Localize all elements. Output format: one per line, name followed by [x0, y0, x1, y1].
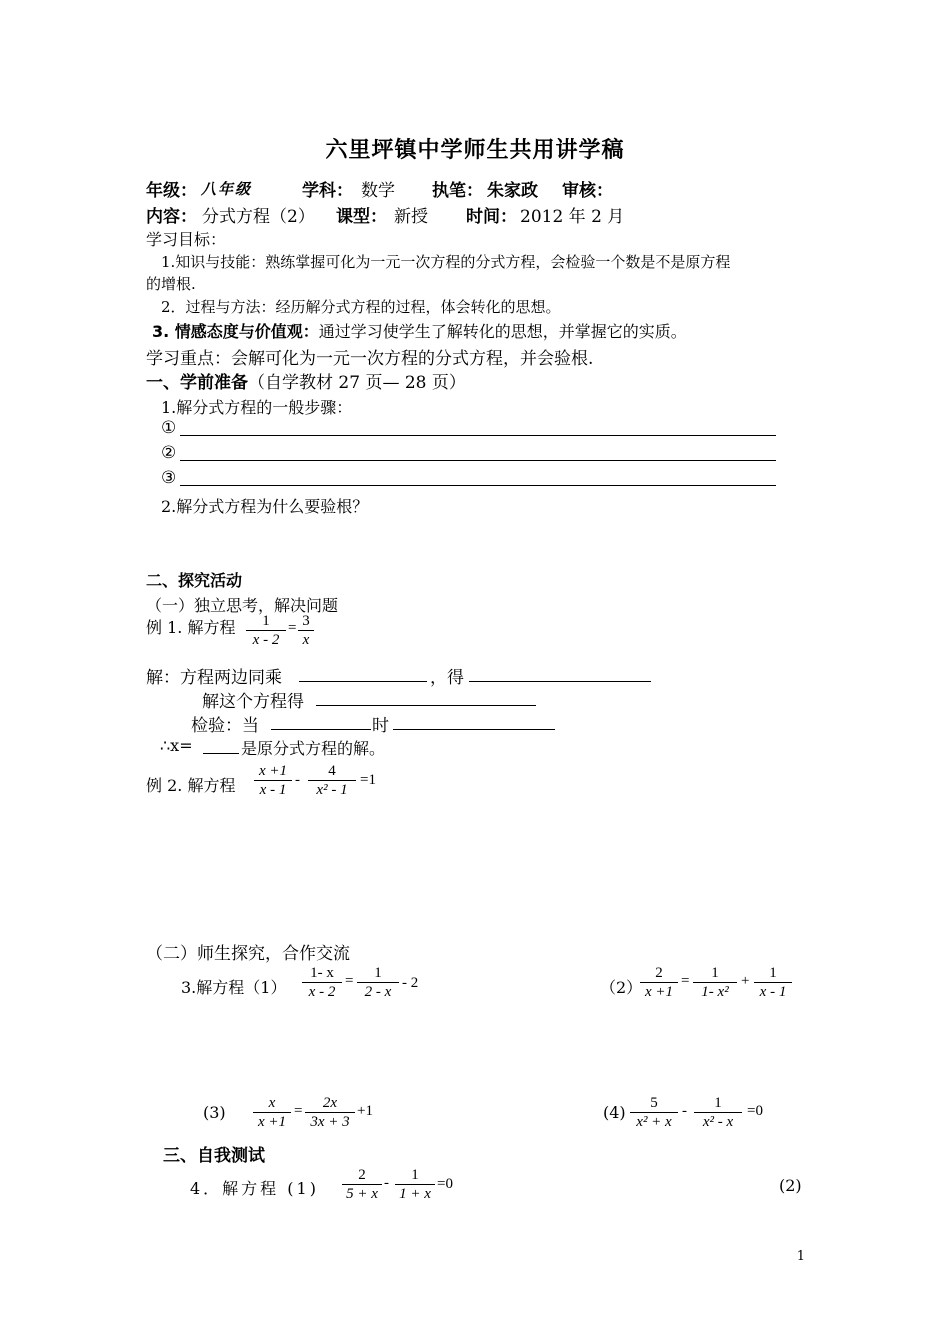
result-blank[interactable]: [469, 681, 651, 682]
example-1-equals: =: [288, 620, 297, 636]
solution-solve-text: 解这个方程得: [202, 692, 304, 712]
type-value: 新授: [394, 207, 428, 227]
problem-3-4-label: (4): [603, 1103, 626, 1122]
problem-3-1-fraction-right: $\frac{1}{2 - x}$: [357, 964, 399, 1001]
author-value: 朱家政: [487, 181, 538, 201]
goal-1-line-2: 的增根.: [146, 275, 196, 293]
problem-3-3-label: (3): [203, 1103, 226, 1122]
check-result-blank[interactable]: [393, 729, 555, 730]
problem-3-label: 3.解方程（1）: [181, 978, 287, 997]
grade-value: 八年级: [201, 180, 253, 198]
problem-3-1-fraction-left: $\frac{1- x}{x - 2}$: [302, 964, 342, 1001]
page-title: 六里坪镇中学师生共用讲学稿: [325, 138, 625, 163]
problem-3-2-fraction-2: $\frac{1}{\text{1- x²}}$: [693, 964, 737, 1001]
problem-3-2-plus: +: [741, 973, 750, 989]
problem-3-3-fraction-2: $\frac{2x}{3x + 3}$: [305, 1094, 355, 1131]
learning-focus: 学习重点：会解可化为一元一次方程的分式方程，并会验根.: [146, 349, 594, 369]
author-label: 执笔：: [432, 181, 483, 201]
section-1-pages: （自学教材 27 页— 28 页）: [248, 373, 466, 393]
problem-3-2-fraction-3: $\frac{1}{x - 1}$: [754, 964, 792, 1001]
check-when-text: 检验：当: [191, 716, 259, 736]
example-2-fraction-1: $\frac{x +1}{x - 1}$: [254, 762, 292, 799]
review-label: 审核：: [562, 181, 613, 201]
problem-3-2-fraction-1: $\frac{2}{x +1}$: [640, 964, 678, 1001]
goal-3-text: 通过学习使学生了解转化的思想，并掌握它的实质。: [318, 322, 687, 341]
subject-label: 学科：: [302, 181, 353, 201]
problem-3-2-label: （2）: [600, 978, 643, 997]
problem-3-1-equals: =: [345, 973, 354, 989]
step-1-marker: ①: [161, 418, 177, 438]
example-1-fraction-right: $\frac{3}{x}$: [298, 612, 314, 649]
problem-3-4-rhs: =0: [747, 1103, 763, 1119]
goal-3-label: 3. 情感态度与价值观：: [152, 322, 319, 341]
section-2-heading: 二、探究活动: [146, 571, 243, 590]
goal-2: 2．过程与方法：经历解分式方程的过程，体会转化的思想。: [161, 298, 561, 316]
problem-3-4-fraction-2: $\frac{1}{\text{x² - x}}$: [694, 1094, 742, 1131]
problem-3-4-minus: -: [682, 1103, 687, 1119]
solve-blank[interactable]: [316, 705, 536, 706]
therefore-x-text: ∴x=: [160, 736, 193, 755]
problem-4-1-minus: -: [384, 1175, 389, 1191]
example-2-rhs: =1: [360, 772, 376, 788]
problem-4-1-fraction-1: $\frac{2}{5 + x}$: [342, 1166, 382, 1203]
example-1-fraction-left: $\frac{1}{x - 2}$: [246, 612, 286, 649]
problem-3-3-equals: =: [294, 1103, 303, 1119]
step-3-marker: ③: [161, 468, 177, 488]
step-3-blank[interactable]: [180, 485, 776, 486]
question-why-check: 2.解分式方程为什么要验根？: [161, 497, 369, 516]
grade-label: 年级：: [146, 181, 197, 201]
step-2-marker: ②: [161, 443, 177, 463]
root-conclusion-text: 是原分式方程的解。: [241, 739, 386, 758]
root-blank[interactable]: [203, 753, 239, 754]
problem-4-1-rhs: =0: [437, 1176, 453, 1192]
example-2-label: 例 2. 解方程: [146, 776, 236, 795]
page-number: 1: [796, 1249, 805, 1264]
type-label: 课型：: [336, 207, 387, 227]
step-1-blank[interactable]: [180, 435, 776, 436]
solution-multiply-text: 解：方程两边同乘: [146, 668, 282, 688]
subject-value: 数学: [361, 181, 395, 201]
content-label: 内容：: [146, 207, 197, 227]
problem-3-1-tail: - 2: [402, 975, 419, 991]
problem-3-3-tail: +1: [357, 1103, 373, 1119]
subsection-collaborative: （二）师生探究，合作交流: [146, 944, 350, 964]
goals-heading: 学习目标：: [146, 230, 227, 249]
problem-3-3-fraction-1: $\frac{x}{x +1}$: [253, 1094, 291, 1131]
subsection-independent: （一）独立思考，解决问题: [146, 596, 339, 615]
section-1-heading: 一、学前准备: [146, 373, 248, 393]
example-1-label: 例 1. 解方程: [146, 618, 236, 637]
problem-4-2-label: (2): [779, 1176, 802, 1195]
section-3-heading: 三、自我测试: [163, 1146, 265, 1166]
problem-3-4-fraction-1: $\frac{5}{\text{x² + x}}$: [630, 1094, 678, 1131]
problem-4-1-fraction-2: $\frac{1}{1 + x}$: [395, 1166, 435, 1203]
problem-3-2-equals: =: [681, 973, 690, 989]
question-steps: 1.解分式方程的一般步骤：: [161, 398, 353, 417]
content-value: 分式方程（2）: [202, 207, 315, 227]
check-then-text: 时: [372, 716, 389, 736]
goal-1-line-1: 1.知识与技能：熟练掌握可化为一元一次方程的分式方程，会检验一个数是不是原方程: [161, 253, 731, 271]
multiply-blank[interactable]: [299, 681, 427, 682]
example-2-minus: -: [295, 772, 300, 788]
check-value-blank[interactable]: [271, 729, 371, 730]
time-label: 时间：: [466, 207, 517, 227]
step-2-blank[interactable]: [180, 460, 776, 461]
solution-get-text: ，得: [430, 668, 464, 688]
example-2-fraction-2: $\frac{4}{\text{x² - 1}}$: [308, 762, 356, 799]
time-value: 2012 年 2 月: [520, 207, 625, 227]
problem-4-label: 4．解方程 (1): [190, 1179, 319, 1198]
